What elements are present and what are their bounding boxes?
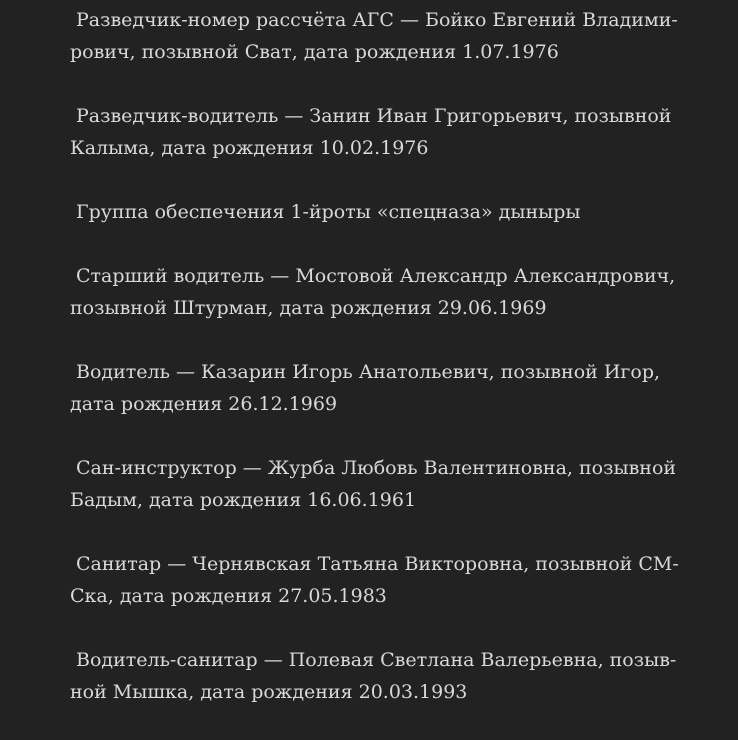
paragraph-medic-instructor bbox=[70, 452, 730, 516]
paragraph-line: позывной Штурман, дата рождения 29.06.1969 bbox=[70, 297, 547, 319]
paragraph-line: дата рождения 26.12.1969 bbox=[70, 393, 338, 415]
paragraph-line: Водитель-санитар — Полевая Светлана Валерьевна, позыв- bbox=[76, 649, 677, 671]
paragraph-line: рович, позывной Сват, дата рождения 1.07.1976 bbox=[70, 41, 559, 63]
paragraph-line: Ска, дата рождения 27.05.1983 bbox=[70, 585, 387, 607]
paragraph-line: Разведчик-номер рассчёта АГС — Бойко Евгений Владими- bbox=[76, 9, 678, 31]
paragraph-line: Старший водитель — Мостовой Александр Александрович, bbox=[76, 265, 676, 287]
paragraph-line: ной Мышка, дата рождения 20.03.1993 bbox=[70, 681, 468, 703]
paragraph-driver bbox=[70, 356, 730, 420]
paragraph-line: Бадым, дата рождения 16.06.1961 bbox=[70, 489, 417, 511]
paragraph-scout-ags bbox=[70, 4, 730, 68]
paragraph-line: Водитель — Казарин Игорь Анатольевич, позывной Игор, bbox=[76, 361, 661, 383]
paragraph-line: Калыма, дата рождения 10.02.1976 bbox=[70, 137, 429, 159]
paragraph-scout-driver bbox=[70, 100, 730, 164]
paragraph-line: Группа обеспечения 1-йроты «спецназа» дыныры bbox=[76, 201, 581, 223]
paragraph-driver-medic bbox=[70, 644, 730, 708]
paragraph-medic bbox=[70, 548, 730, 612]
article-body bbox=[70, 4, 730, 740]
paragraph-senior-driver bbox=[70, 260, 730, 324]
paragraph-line: Разведчик-водитель — Занин Иван Григорьевич, позывной bbox=[76, 105, 672, 127]
paragraph-line: Сан-инструктор — Журба Любовь Валентиновна, позывной bbox=[76, 457, 677, 479]
paragraph-support-group-heading bbox=[70, 196, 730, 228]
paragraph-line: Санитар — Чернявская Татьяна Викторовна, позывной СМ- bbox=[76, 553, 679, 575]
